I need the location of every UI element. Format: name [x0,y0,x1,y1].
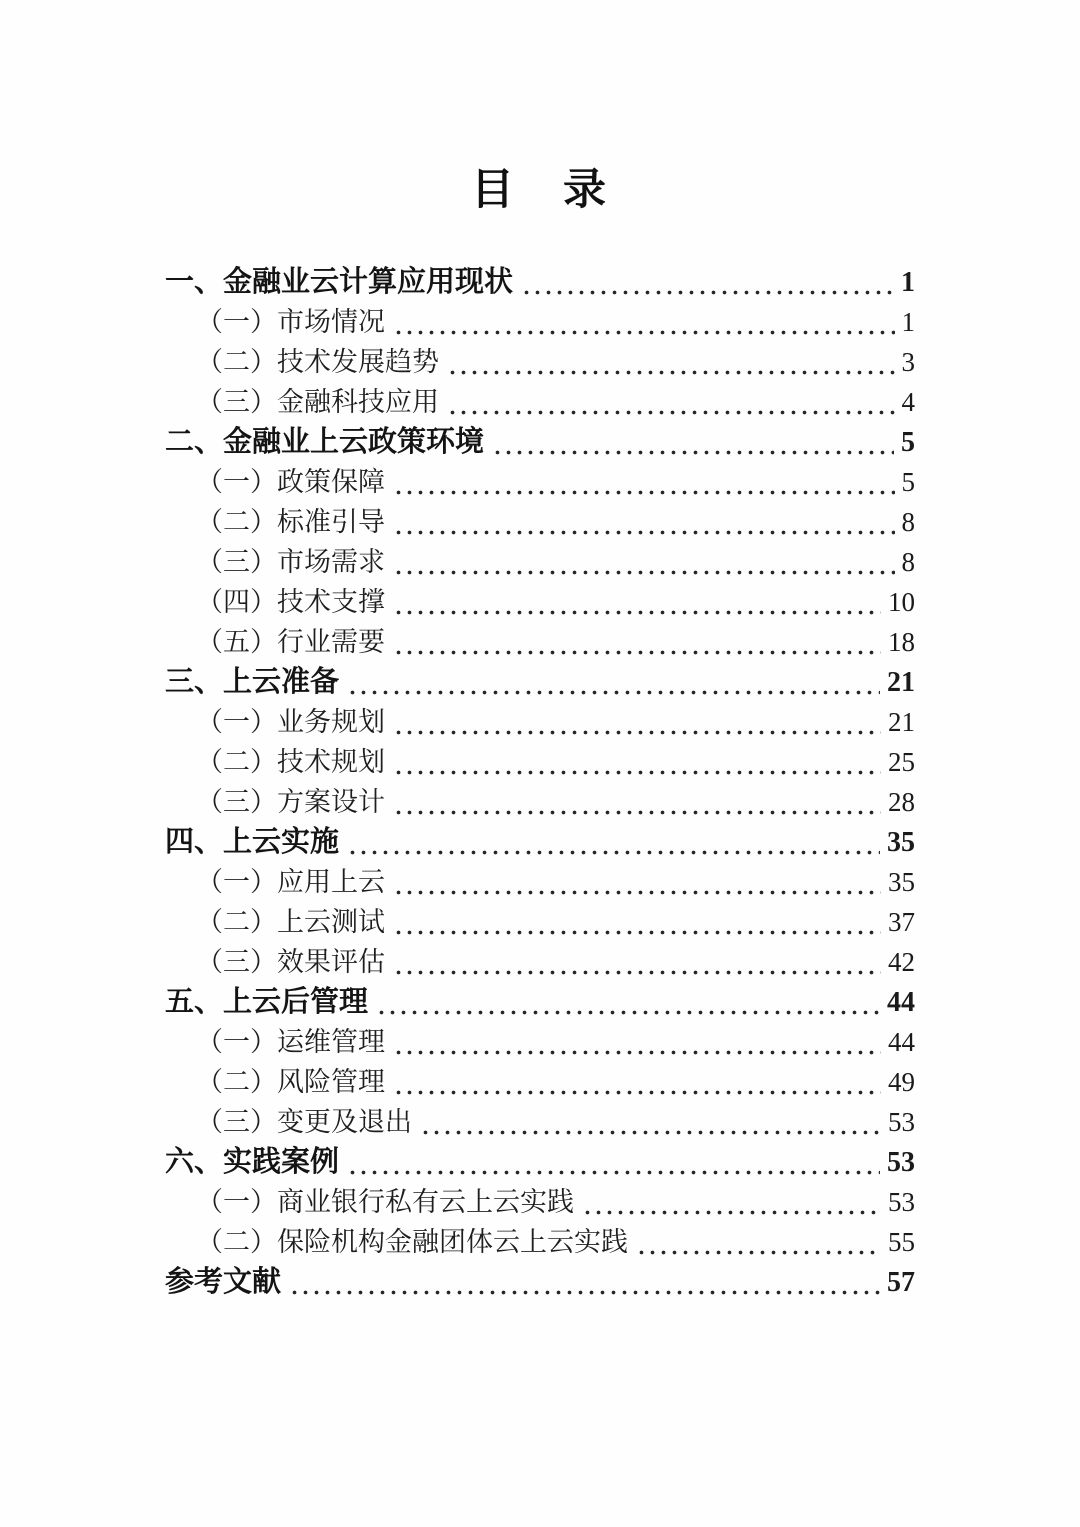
toc-entry[interactable] [165,462,915,502]
toc-page-number: 4 [901,387,915,417]
toc-entry[interactable] [165,862,915,902]
toc-entry-label: （一）商业银行私有云上云实践 [196,1187,574,1217]
toc-dot-leader [347,662,880,702]
toc-page-number: 53 [888,1107,915,1137]
toc-page-number: 53 [888,1187,915,1217]
toc [165,262,915,1302]
toc-dot-leader [393,902,881,942]
toc-entry[interactable] [165,1022,915,1062]
toc-entry-label: （一）运维管理 [196,1027,385,1057]
toc-dot-leader [289,1262,880,1302]
toc-entry-label: （三）市场需求 [196,547,385,577]
toc-entry[interactable] [165,1062,915,1102]
toc-entry-label: （一）政策保障 [196,467,385,497]
toc-page-number: 8 [901,507,915,537]
toc-dot-leader [447,342,895,382]
toc-dot-leader [393,1022,881,1062]
toc-entry[interactable] [165,582,915,622]
toc-entry-label: （五）行业需要 [196,627,385,657]
toc-dot-leader [420,1102,881,1142]
toc-page-number: 44 [887,987,915,1018]
toc-entry-label: （三）变更及退出 [196,1107,412,1137]
toc-entry[interactable] [165,822,915,862]
toc-entry-label: （一）市场情况 [196,307,385,337]
toc-page-number: 1 [901,307,915,337]
toc-entry[interactable] [165,382,915,422]
toc-dot-leader [393,862,881,902]
toc-page-number: 21 [887,667,915,698]
toc-dot-leader [521,262,894,302]
toc-page-number: 21 [888,707,915,737]
toc-entry-label: （一）应用上云 [196,867,385,897]
toc-entry[interactable] [165,302,915,342]
toc-page-number: 28 [888,787,915,817]
toc-entry[interactable] [165,342,915,382]
toc-entry[interactable] [165,782,915,822]
toc-entry[interactable] [165,1182,915,1222]
toc-dot-leader [347,1142,880,1182]
toc-entry[interactable] [165,702,915,742]
toc-entry[interactable] [165,742,915,782]
toc-page-number: 1 [901,267,915,298]
toc-dot-leader [347,822,880,862]
toc-dot-leader [393,942,881,982]
toc-entry-label: （二）技术规划 [196,747,385,777]
toc-entry[interactable] [165,1102,915,1142]
toc-entry-label: （二）风险管理 [196,1067,385,1097]
toc-dot-leader [393,702,881,742]
toc-dot-leader [393,582,881,622]
toc-dot-leader [582,1182,881,1222]
toc-entry-label: 二、金融业上云政策环境 [165,426,485,458]
toc-page-number: 35 [888,867,915,897]
toc-page-number: 25 [888,747,915,777]
toc-entry[interactable] [165,422,915,462]
toc-dot-leader [393,542,895,582]
toc-entry-label: 参考文献 [165,1266,282,1298]
toc-entry[interactable] [165,502,915,542]
toc-entry[interactable] [165,542,915,582]
toc-entry[interactable] [165,622,915,662]
page-title: 目 录 [471,167,609,214]
toc-entry-label: （二）标准引导 [196,507,385,537]
toc-page-number: 18 [888,627,915,657]
toc-dot-leader [393,622,881,662]
toc-entry-label: （二）保险机构金融团体云上云实践 [196,1227,628,1257]
toc-page-number: 5 [901,427,915,458]
toc-page-number: 5 [901,467,915,497]
toc-entry-label: 一、金融业云计算应用现状 [165,266,514,298]
toc-page-number: 53 [887,1147,915,1178]
toc-entry-label: （三）效果评估 [196,947,385,977]
toc-page-number: 35 [887,827,915,858]
toc-entry[interactable] [165,1262,915,1302]
toc-entry-label: 六、实践案例 [165,1146,340,1178]
toc-page-number: 44 [888,1027,915,1057]
toc-entry-label: 四、上云实施 [165,826,340,858]
toc-dot-leader [393,302,895,342]
toc-entry-label: （一）业务规划 [196,707,385,737]
toc-entry-label: 五、上云后管理 [165,986,369,1018]
toc-entry[interactable] [165,662,915,702]
toc-entry[interactable] [165,262,915,302]
toc-page-number: 10 [888,587,915,617]
toc-page-number: 49 [888,1067,915,1097]
toc-dot-leader [393,502,895,542]
toc-entry-label: （三）金融科技应用 [196,387,439,417]
toc-entry[interactable] [165,1222,915,1262]
toc-dot-leader [636,1222,881,1262]
toc-dot-leader [393,782,881,822]
toc-entry-label: （四）技术支撑 [196,587,385,617]
toc-entry-label: 三、上云准备 [165,666,340,698]
toc-page-number: 42 [888,947,915,977]
toc-dot-leader [492,422,894,462]
toc-entry[interactable] [165,982,915,1022]
toc-entry[interactable] [165,1142,915,1182]
toc-entry-label: （三）方案设计 [196,787,385,817]
toc-dot-leader [393,742,881,782]
toc-entry[interactable] [165,902,915,942]
toc-dot-leader [393,462,895,502]
toc-page-number: 55 [888,1227,915,1257]
toc-dot-leader [447,382,895,422]
toc-page-number: 37 [888,907,915,937]
toc-entry-label: （二）上云测试 [196,907,385,937]
toc-page-number: 8 [901,547,915,577]
toc-entry[interactable] [165,942,915,982]
toc-page-number: 3 [901,347,915,377]
toc-page-number: 57 [887,1267,915,1298]
toc-dot-leader [376,982,880,1022]
toc-dot-leader [393,1062,881,1102]
toc-entry-label: （二）技术发展趋势 [196,347,439,377]
